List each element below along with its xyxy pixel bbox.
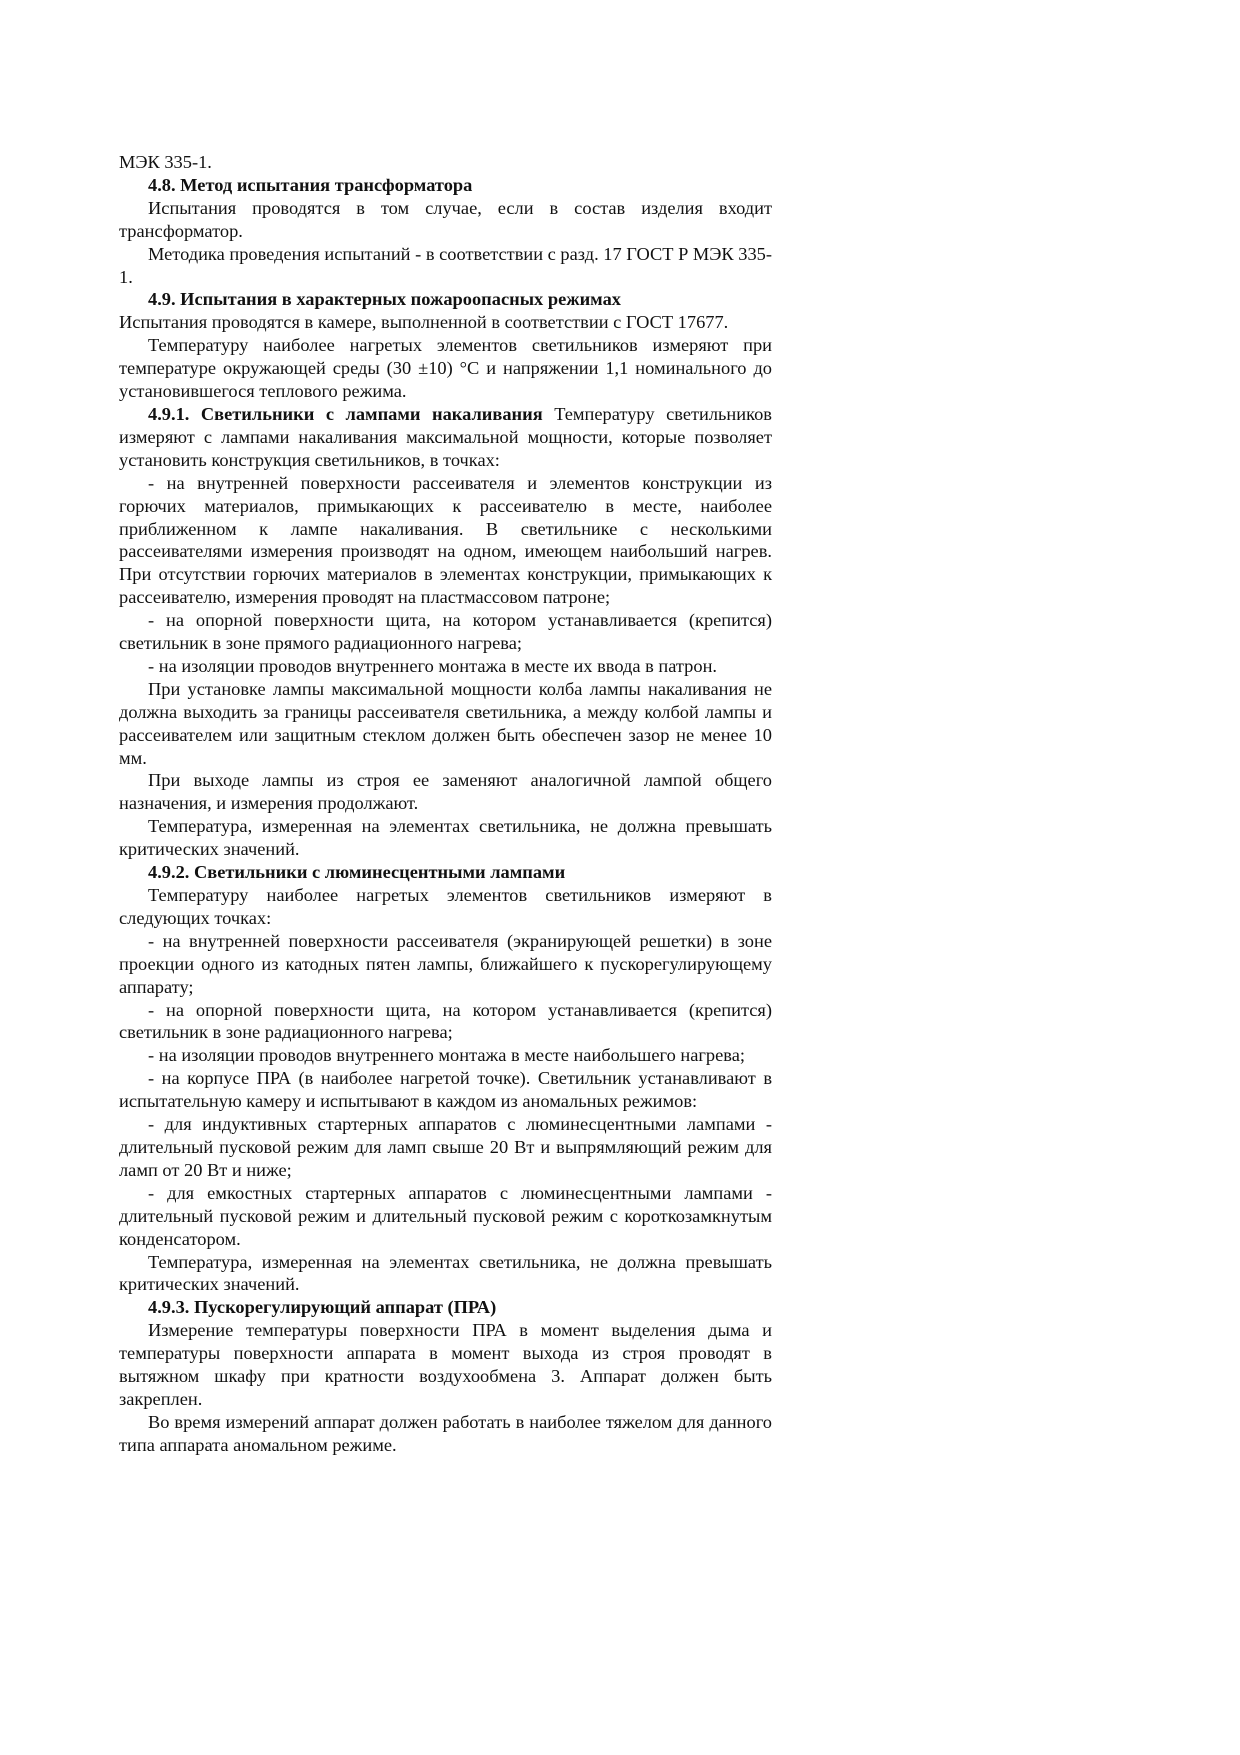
section-heading — [119, 1296, 772, 1319]
paragraph: Испытания проводятся в том случае, если в состав изделия входит трансформатор. — [119, 197, 772, 241]
document-page — [119, 151, 772, 1457]
paragraph: МЭК 335-1. — [119, 152, 212, 172]
heading-text: 4.9.2. Светильники с люминесцентными лампами — [148, 862, 566, 883]
paragraph: Температуру наиболее нагретых элементов светильников измеряют в следующих точках: — [119, 885, 772, 928]
paragraph-with-heading: 4.9. Испытания в характерных пожароопасных режимах Испытания проводятся в камере, выполненной в соответствии с ГОСТ 17677. — [119, 289, 729, 333]
paragraph: Температура, измеренная на элементах светильника, не должна превышать критических значений. — [119, 1251, 772, 1295]
paragraph: При установке лампы максимальной мощности колба лампы накаливания не должна выходить за границы рассеивателя светильника, а между колбой лампы и рассеивателем или защитным стеклом должен быть обеспечен зазор не менее 10 мм. — [119, 678, 772, 768]
section-heading — [119, 861, 772, 884]
paragraph: Температуру наиболее нагретых элементов светильников измеряют при температуре окружающей среды (30 ±10) °С и напряжении 1,1 номинального до установившегося теплового режима. — [119, 335, 772, 402]
list-paragraph: - на опорной поверхности щита, на котором устанавливается (крепится) светильник в зоне прямого радиационного нагрева; — [119, 610, 772, 654]
heading-text: 4.9. Испытания в характерных пожароопасных режимах — [148, 289, 621, 310]
paragraph: Температура, измеренная на элементах светильника, не должна превышать критических значений. — [119, 816, 772, 860]
heading-text: 4.9.3. Пускорегулирующий аппарат (ПРА) — [148, 1297, 497, 1318]
section-heading — [119, 174, 772, 197]
list-paragraph: - на опорной поверхности щита, на котором устанавливается (крепится) светильник в зоне радиационного нагрева; — [119, 999, 772, 1043]
list-paragraph: - для емкостных стартерных аппаратов с люминесцентными лампами - длительный пусковой режим и длительный пусковой режим с короткозамкнутым конденсатором. — [119, 1182, 772, 1249]
paragraph: Во время измерений аппарат должен работать в наиболее тяжелом для данного типа аппарата аномальном режиме. — [119, 1411, 772, 1455]
list-paragraph: - на внутренней поверхности рассеивателя и элементов конструкции из горючих материалов, примыкающих к рассеивателю в месте, наиболее приближенном к лампе накаливания. В светильнике с несколькими рассеивателями измерения производят на одном, имеющем наибольший нагрев. При отсутствии горючих материалов в элементах конструкции, примыкающих к рассеивателю, измерения проводят на пластмассовом патроне; — [119, 472, 772, 608]
list-paragraph: - для индуктивных стартерных аппаратов с люминесцентными лампами - длительный пусковой режим для ламп свыше 20 Вт и выпрямляющий режим для ламп от 20 Вт и ниже; — [119, 1114, 772, 1180]
list-paragraph: - на внутренней поверхности рассеивателя (экранирующей решетки) в зоне проекции одного из катодных пятен лампы, ближайшего к пускорегулирующему аппарату; — [119, 930, 772, 997]
paragraph-with-heading: 4.9.1. Светильники с лампами накаливания Температуру светильников измеряют с лампами накаливания максимальной мощности, которые позволяет установить конструкция светильников, в точках: — [119, 403, 772, 470]
paragraph: Методика проведения испытаний - в соответствии с разд. 17 ГОСТ Р МЭК 335-1. — [119, 243, 772, 287]
paragraph: При выходе лампы из строя ее заменяют аналогичной лампой общего назначения, и измерения продолжают. — [119, 770, 772, 814]
paragraph: Измерение температуры поверхности ПРА в момент выделения дыма и температуры поверхности аппарата в момент выхода из строя проводят в вытяжном шкафу при кратности воздухообмена 3. Аппарат должен быть закреплен. — [119, 1320, 772, 1409]
heading-text: 4.9.1. Светильники с лампами накаливания — [148, 403, 543, 424]
list-paragraph: - на изоляции проводов внутреннего монтажа в месте наибольшего нагрева; — [148, 1045, 745, 1066]
list-paragraph: - на корпусе ПРА (в наиболее нагретой точке). Светильник устанавливают в испытательную камеру и испытывают в каждом из аномальных режимов: — [119, 1068, 772, 1112]
heading-text: 4.8. Метод испытания трансформатора — [148, 174, 473, 195]
list-paragraph: - на изоляции проводов внутреннего монтажа в месте их ввода в патрон. — [148, 655, 718, 676]
